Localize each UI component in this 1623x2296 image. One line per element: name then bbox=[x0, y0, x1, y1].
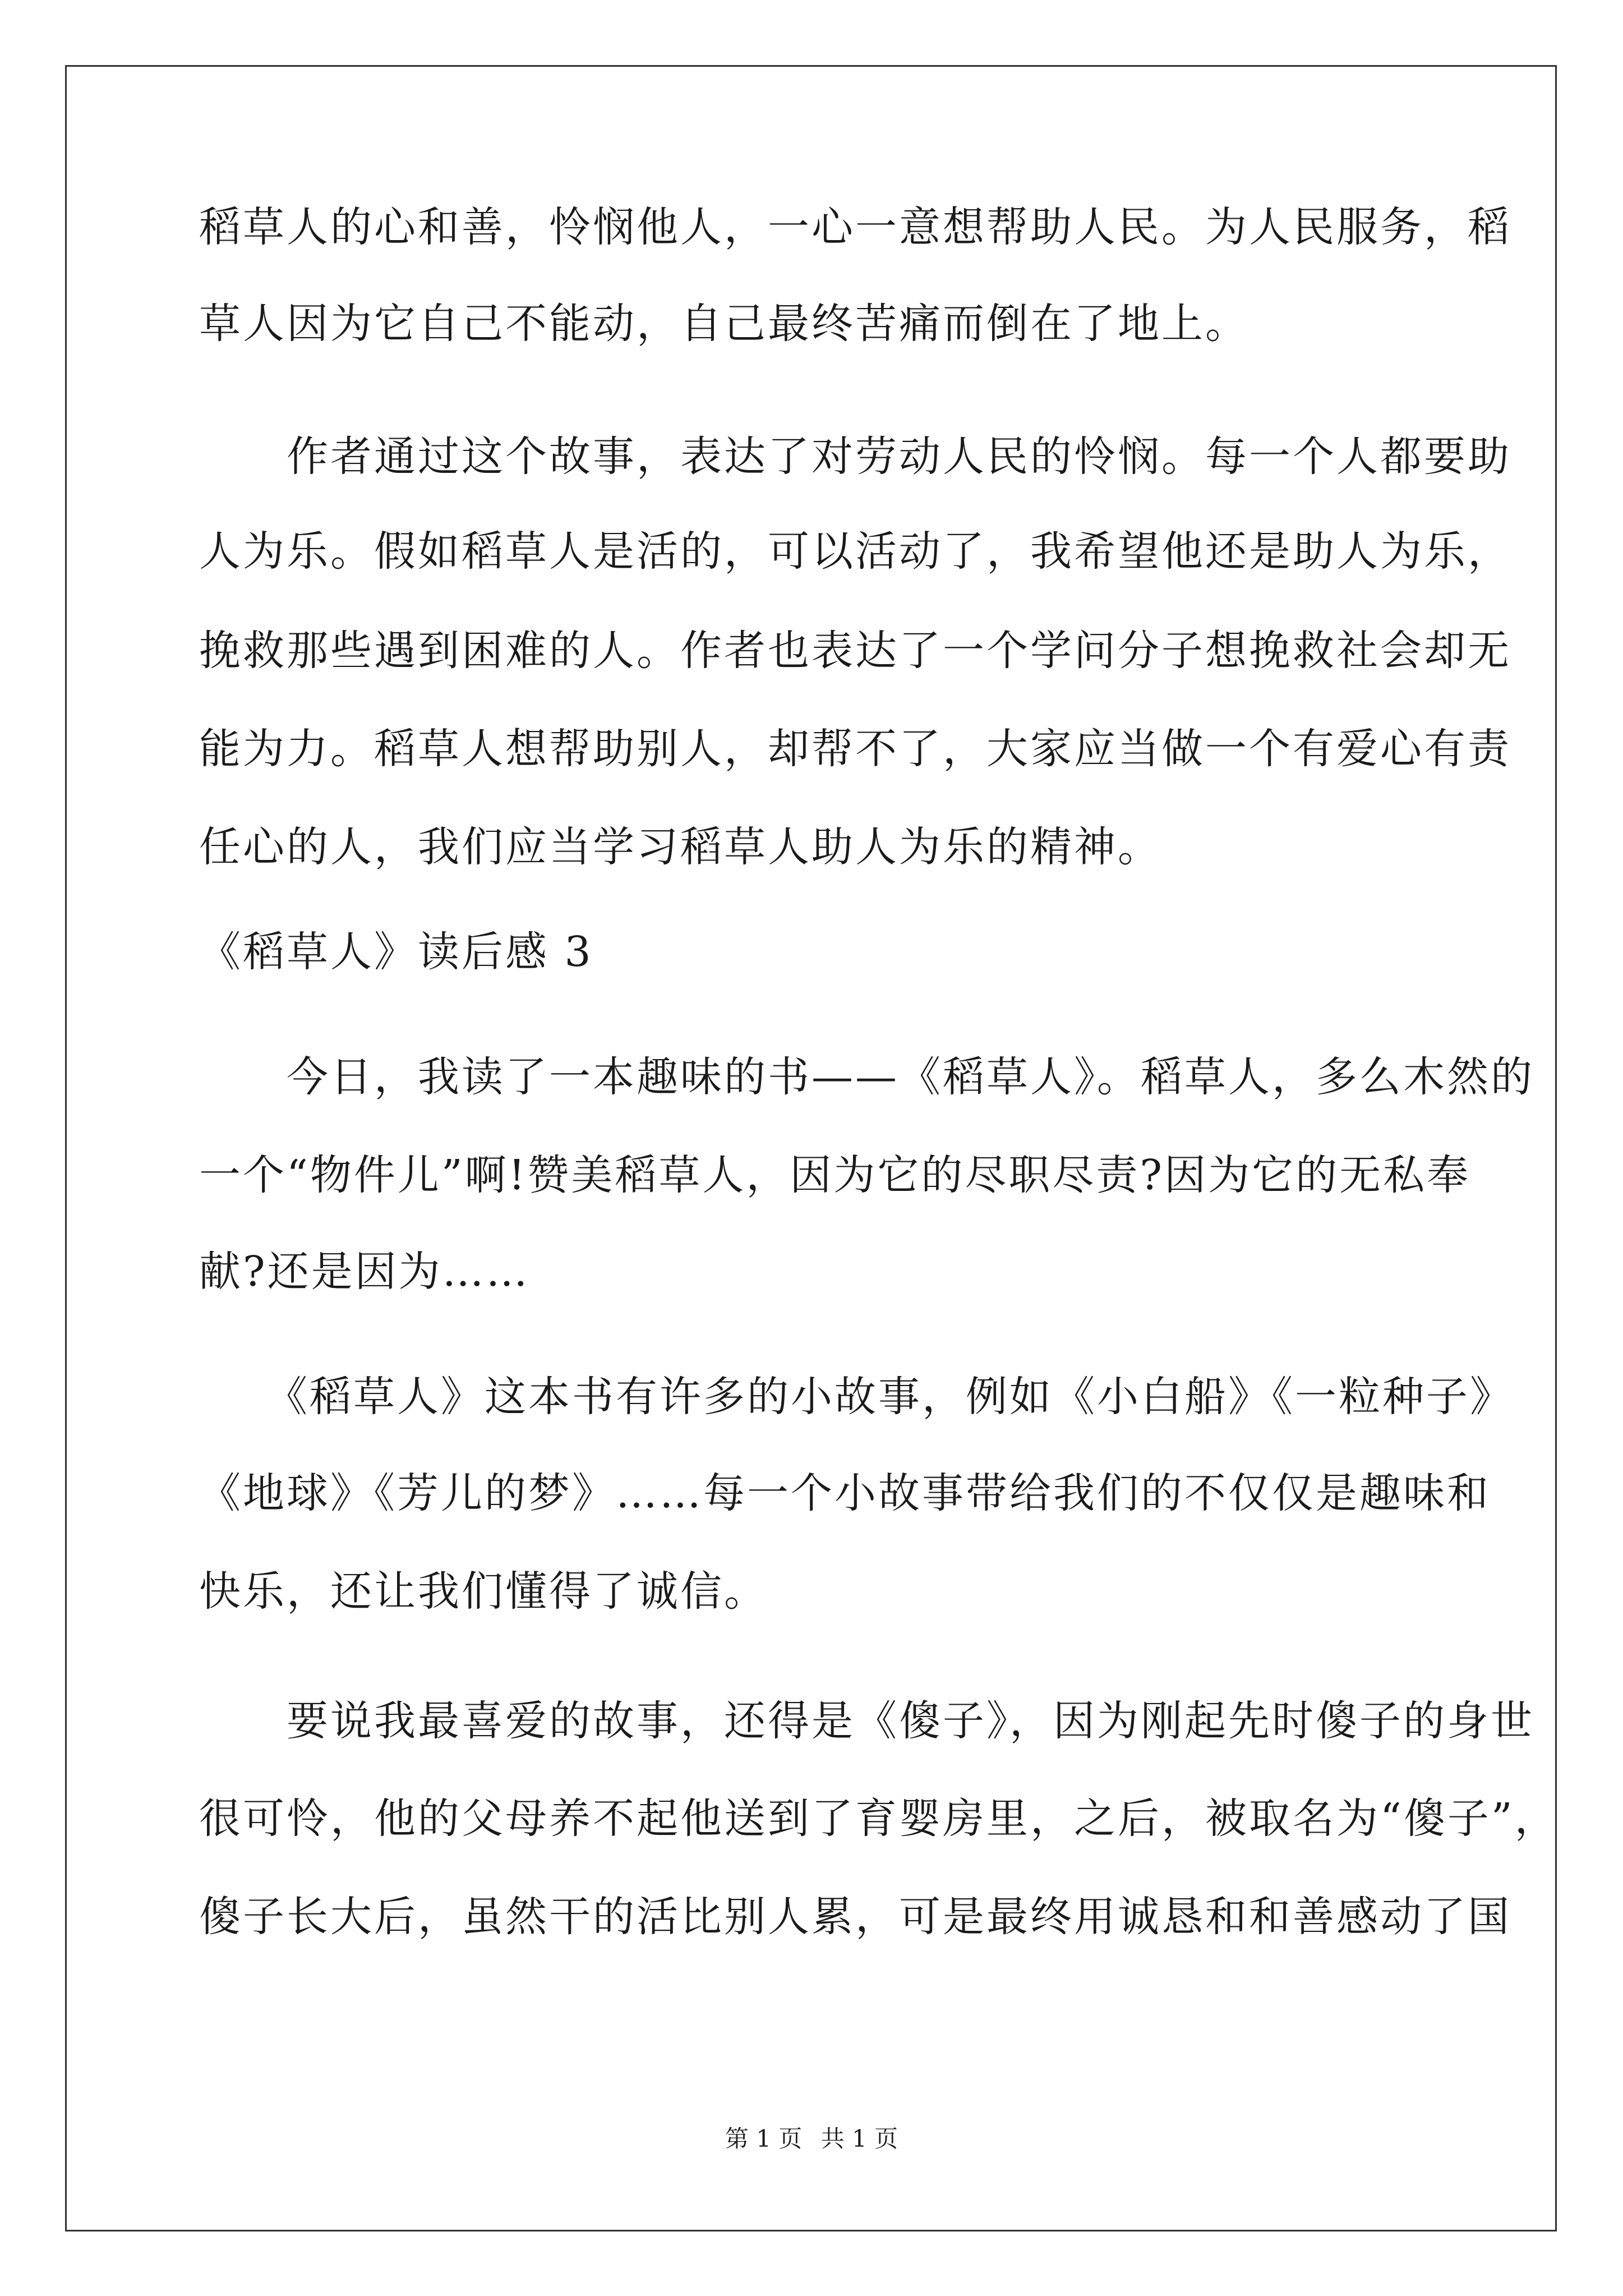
text-line: 任心的人，我们应当学习稻草人助人为乐的精神。 bbox=[199, 823, 1161, 871]
text-line: 挽救那些遇到困难的人。作者也表达了一个学问分子想挽救社会却无 bbox=[199, 627, 1511, 675]
text-line: 要说我最喜爱的故事，还得是《傻子》，因为刚起先时傻子的身世 bbox=[199, 1697, 1534, 1745]
text-line: 作者通过这个故事，表达了对劳动人民的怜悯。每一个人都要助 bbox=[199, 432, 1511, 481]
text-line: 人为乐。假如稻草人是活的，可以活动了，我希望他还是助人为乐， bbox=[199, 527, 1511, 576]
text-line: 能为力。稻草人想帮助别人，却帮不了，大家应当做一个有爱心有责 bbox=[199, 725, 1511, 773]
text-line: 《稻草人》这本书有许多的小故事，例如《小白船》《一粒种子》 bbox=[199, 1373, 1514, 1421]
text-line: 很可怜，他的父母养不起他送到了育婴房里，之后，被取名为“傻子”， bbox=[199, 1795, 1559, 1843]
text-line: 傻子长大后，虽然干的活比别人累，可是最终用诚恳和和善感动了国 bbox=[199, 1893, 1511, 1941]
text-line: 一个“物件儿”啊!赞美稻草人，因为它的尽职尽责?因为它的无私奉 bbox=[199, 1151, 1471, 1199]
text-line: 稻草人的心和善，怜悯他人，一心一意想帮助人民。为人民服务，稻 bbox=[199, 203, 1511, 251]
page-footer bbox=[0, 2123, 1623, 2155]
page-number: 第 1 页 bbox=[725, 2125, 803, 2152]
text-line: 草人因为它自己不能动，自己最终苦痛而倒在了地上。 bbox=[199, 300, 1249, 348]
page-total: 共 1 页 bbox=[820, 2125, 898, 2152]
text-line: 《地球》《芳儿的梦》……每一个小故事带给我们的不仅仅是趣味和 bbox=[199, 1469, 1491, 1517]
text-line: 献?还是因为…… bbox=[199, 1248, 530, 1296]
text-line: 快乐，还让我们懂得了诚信。 bbox=[199, 1567, 768, 1616]
text-line: 今日，我读了一本趣味的书——《稻草人》。稻草人，多么木然的 bbox=[199, 1053, 1534, 1101]
section-heading: 《稻草人》读后感 3 bbox=[199, 928, 593, 976]
